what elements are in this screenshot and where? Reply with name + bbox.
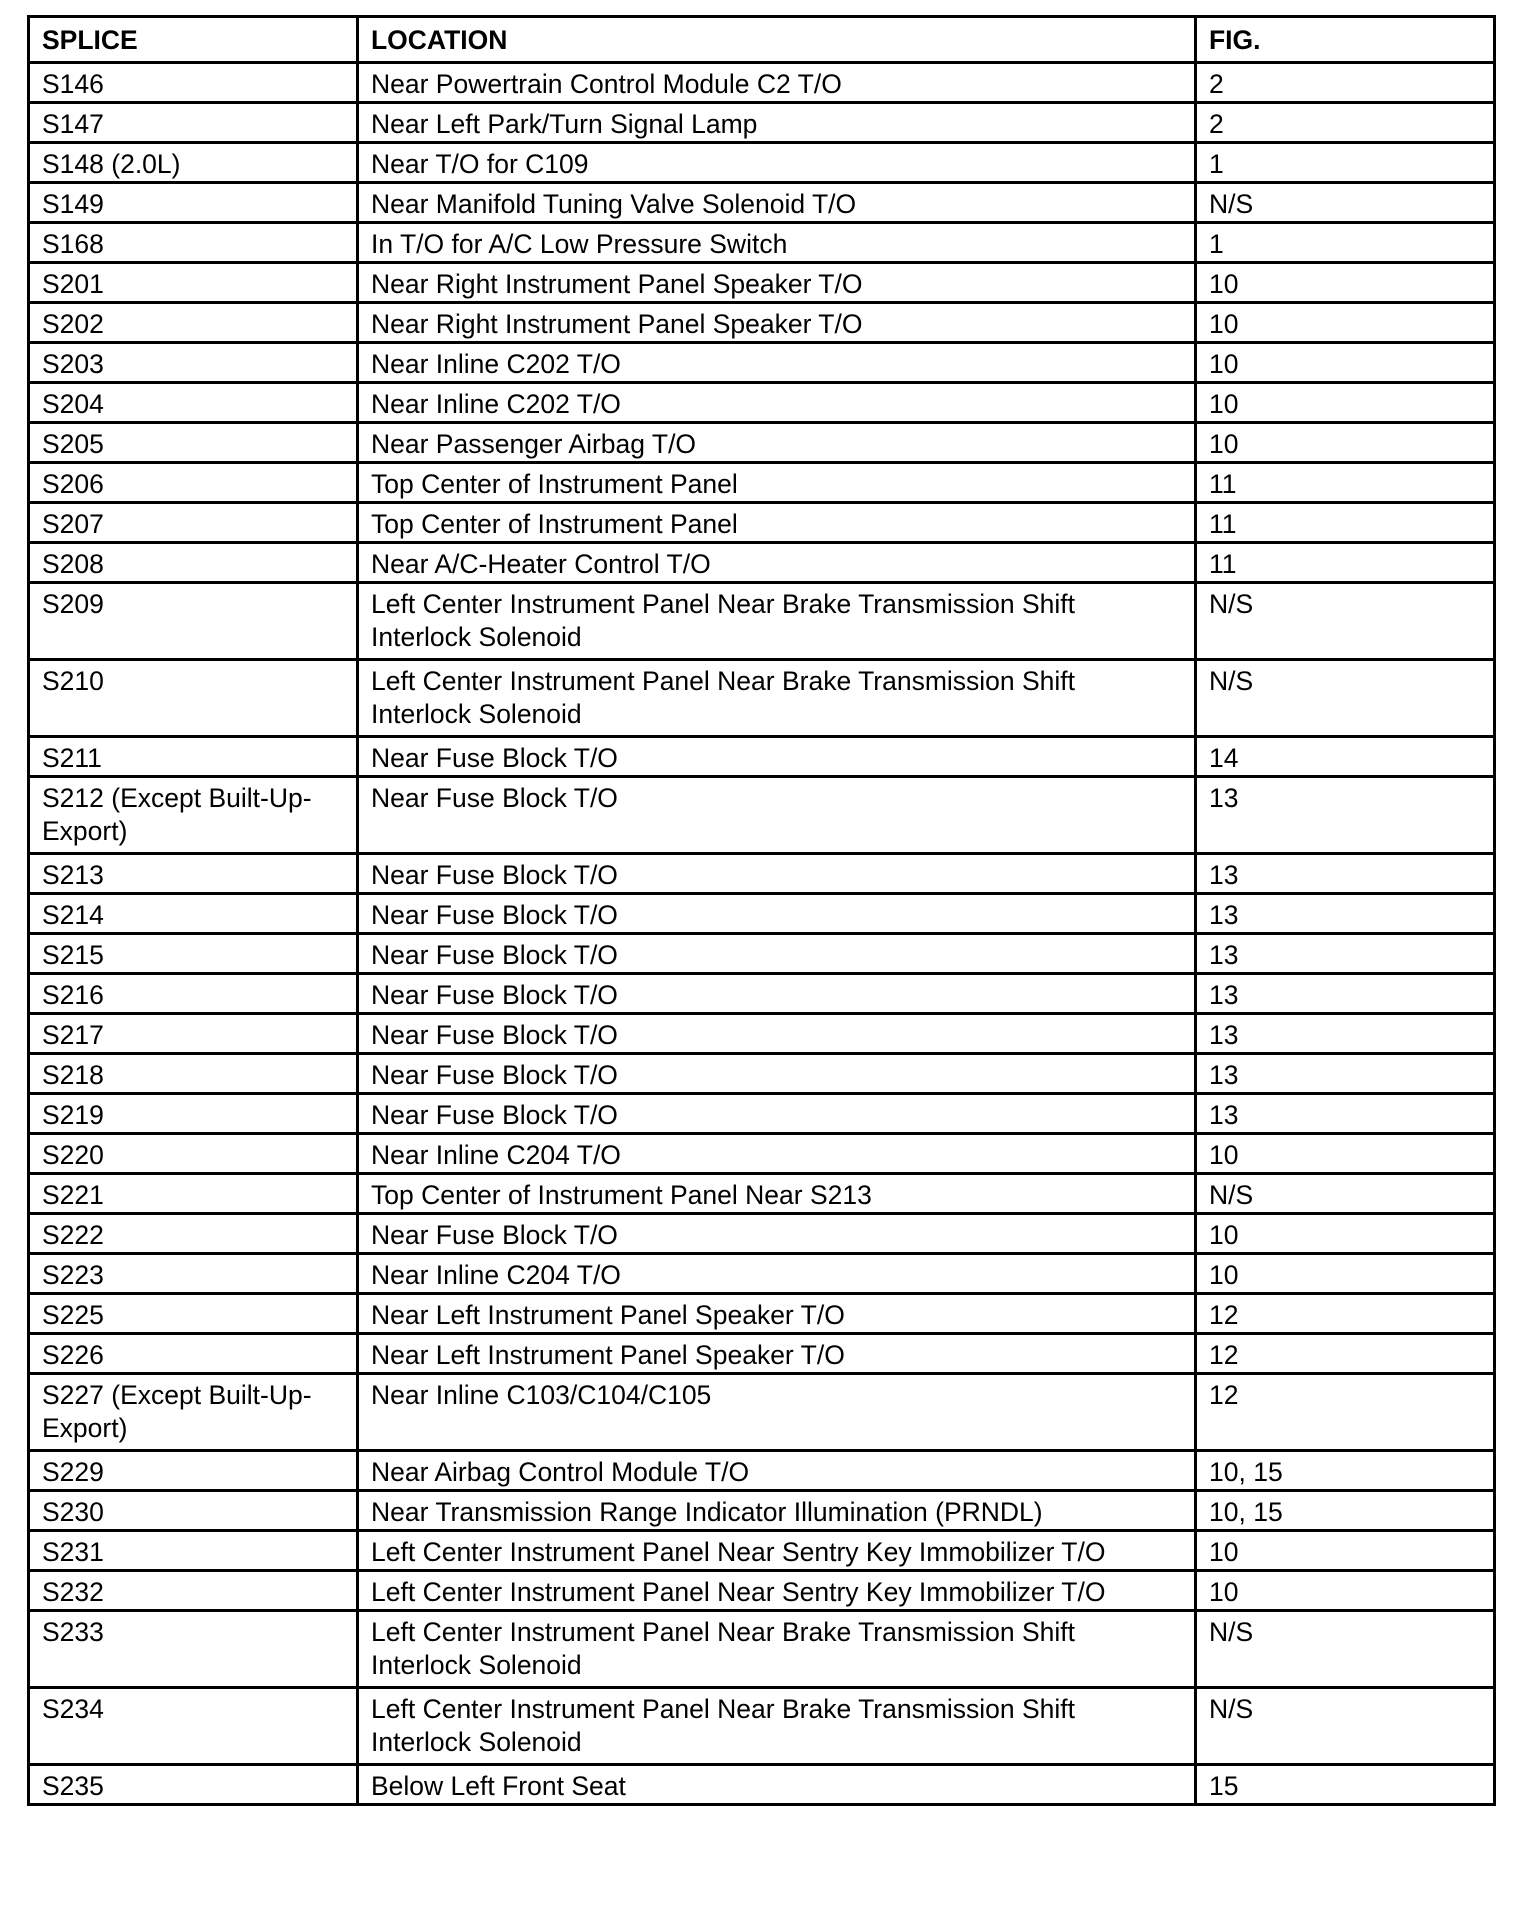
splice-cell: S203	[29, 343, 358, 383]
fig-cell: 2	[1196, 103, 1495, 143]
splice-cell: S233	[29, 1611, 358, 1688]
fig-cell: N/S	[1196, 183, 1495, 223]
table-row	[29, 1374, 1495, 1451]
table-row	[29, 1334, 1495, 1374]
table-row	[29, 1094, 1495, 1134]
table-row	[29, 463, 1495, 503]
table-row	[29, 63, 1495, 103]
splice-cell: S210	[29, 660, 358, 737]
table-row	[29, 423, 1495, 463]
table-row	[29, 383, 1495, 423]
splice-cell: S217	[29, 1014, 358, 1054]
fig-cell: 10	[1196, 423, 1495, 463]
header-splice: SPLICE	[29, 17, 358, 63]
location-cell: Near Inline C204 T/O	[358, 1254, 1196, 1294]
splice-cell: S235	[29, 1765, 358, 1805]
location-cell: Near Inline C103/C104/C105	[358, 1374, 1196, 1451]
splice-cell: S216	[29, 974, 358, 1014]
location-cell: Top Center of Instrument Panel	[358, 463, 1196, 503]
location-cell: Near Passenger Airbag T/O	[358, 423, 1196, 463]
fig-cell: 13	[1196, 894, 1495, 934]
splice-cell: S227 (Except Built-Up-Export)	[29, 1374, 358, 1451]
location-cell: Near A/C-Heater Control T/O	[358, 543, 1196, 583]
splice-cell: S222	[29, 1214, 358, 1254]
fig-cell: 1	[1196, 223, 1495, 263]
splice-cell: S206	[29, 463, 358, 503]
location-cell: Near Inline C202 T/O	[358, 343, 1196, 383]
splice-cell: S205	[29, 423, 358, 463]
location-cell: Top Center of Instrument Panel	[358, 503, 1196, 543]
splice-cell: S229	[29, 1451, 358, 1491]
splice-cell: S226	[29, 1334, 358, 1374]
table-row	[29, 543, 1495, 583]
location-cell: Near Inline C204 T/O	[358, 1134, 1196, 1174]
fig-cell: 12	[1196, 1334, 1495, 1374]
table-row	[29, 1571, 1495, 1611]
fig-cell: 11	[1196, 463, 1495, 503]
table-row	[29, 854, 1495, 894]
fig-cell: 10	[1196, 343, 1495, 383]
splice-cell: S231	[29, 1531, 358, 1571]
table-row	[29, 1014, 1495, 1054]
location-cell: Near Fuse Block T/O	[358, 1014, 1196, 1054]
fig-cell: 10	[1196, 1531, 1495, 1571]
table-row	[29, 183, 1495, 223]
location-cell: Left Center Instrument Panel Near Brake Transmission Shift Interlock Solenoid	[358, 583, 1196, 660]
table-row	[29, 223, 1495, 263]
header-fig: FIG.	[1196, 17, 1495, 63]
location-cell: Left Center Instrument Panel Near Brake Transmission Shift Interlock Solenoid	[358, 660, 1196, 737]
table-row	[29, 1294, 1495, 1334]
fig-cell: 13	[1196, 1054, 1495, 1094]
splice-cell: S201	[29, 263, 358, 303]
fig-cell: 15	[1196, 1765, 1495, 1805]
fig-cell: 12	[1196, 1374, 1495, 1451]
table-row	[29, 894, 1495, 934]
location-cell: Near Fuse Block T/O	[358, 1054, 1196, 1094]
table-row	[29, 1174, 1495, 1214]
splice-cell: S212 (Except Built-Up-Export)	[29, 777, 358, 854]
fig-cell: 2	[1196, 63, 1495, 103]
splice-cell: S213	[29, 854, 358, 894]
fig-cell: 12	[1196, 1294, 1495, 1334]
location-cell: Near Right Instrument Panel Speaker T/O	[358, 303, 1196, 343]
location-cell: Left Center Instrument Panel Near Sentry Key Immobilizer T/O	[358, 1531, 1196, 1571]
table-row	[29, 1491, 1495, 1531]
fig-cell: N/S	[1196, 660, 1495, 737]
splice-location-table	[27, 15, 1496, 1806]
splice-cell: S220	[29, 1134, 358, 1174]
fig-cell: 10	[1196, 263, 1495, 303]
location-cell: Near Fuse Block T/O	[358, 777, 1196, 854]
table-row	[29, 1611, 1495, 1688]
fig-cell: 13	[1196, 1014, 1495, 1054]
location-cell: Near Fuse Block T/O	[358, 974, 1196, 1014]
location-cell: Below Left Front Seat	[358, 1765, 1196, 1805]
location-cell: Near Airbag Control Module T/O	[358, 1451, 1196, 1491]
table-row	[29, 777, 1495, 854]
table-row	[29, 1531, 1495, 1571]
fig-cell: 10, 15	[1196, 1491, 1495, 1531]
fig-cell: N/S	[1196, 583, 1495, 660]
table-row	[29, 1254, 1495, 1294]
splice-cell: S218	[29, 1054, 358, 1094]
location-cell: In T/O for A/C Low Pressure Switch	[358, 223, 1196, 263]
table-row	[29, 1765, 1495, 1805]
table-row	[29, 503, 1495, 543]
location-cell: Near Fuse Block T/O	[358, 737, 1196, 777]
fig-cell: 13	[1196, 934, 1495, 974]
location-cell: Near Left Instrument Panel Speaker T/O	[358, 1294, 1196, 1334]
splice-cell: S148 (2.0L)	[29, 143, 358, 183]
location-cell: Left Center Instrument Panel Near Brake Transmission Shift Interlock Solenoid	[358, 1688, 1196, 1765]
header-location: LOCATION	[358, 17, 1196, 63]
location-cell: Near T/O for C109	[358, 143, 1196, 183]
table-row	[29, 934, 1495, 974]
fig-cell: 10	[1196, 1134, 1495, 1174]
table-header-row	[29, 17, 1495, 63]
fig-cell: 1	[1196, 143, 1495, 183]
splice-cell: S168	[29, 223, 358, 263]
splice-cell: S225	[29, 1294, 358, 1334]
location-cell: Near Fuse Block T/O	[358, 1214, 1196, 1254]
table-row	[29, 263, 1495, 303]
splice-cell: S147	[29, 103, 358, 143]
splice-cell: S202	[29, 303, 358, 343]
location-cell: Near Transmission Range Indicator Illumination (PRNDL)	[358, 1491, 1196, 1531]
location-cell: Near Manifold Tuning Valve Solenoid T/O	[358, 183, 1196, 223]
splice-cell: S211	[29, 737, 358, 777]
table-row	[29, 303, 1495, 343]
location-cell: Near Inline C202 T/O	[358, 383, 1196, 423]
fig-cell: 10	[1196, 1571, 1495, 1611]
fig-cell: 10	[1196, 383, 1495, 423]
fig-cell: 10	[1196, 303, 1495, 343]
table-row	[29, 737, 1495, 777]
location-cell: Near Fuse Block T/O	[358, 934, 1196, 974]
fig-cell: N/S	[1196, 1688, 1495, 1765]
location-cell: Top Center of Instrument Panel Near S213	[358, 1174, 1196, 1214]
fig-cell: 13	[1196, 854, 1495, 894]
splice-cell: S223	[29, 1254, 358, 1294]
table-row	[29, 1451, 1495, 1491]
splice-cell: S146	[29, 63, 358, 103]
splice-cell: S232	[29, 1571, 358, 1611]
fig-cell: N/S	[1196, 1611, 1495, 1688]
fig-cell: 13	[1196, 1094, 1495, 1134]
location-cell: Left Center Instrument Panel Near Brake Transmission Shift Interlock Solenoid	[358, 1611, 1196, 1688]
splice-cell: S215	[29, 934, 358, 974]
splice-cell: S209	[29, 583, 358, 660]
fig-cell: 13	[1196, 777, 1495, 854]
splice-cell: S204	[29, 383, 358, 423]
splice-cell: S208	[29, 543, 358, 583]
splice-cell: S234	[29, 1688, 358, 1765]
fig-cell: 10	[1196, 1214, 1495, 1254]
splice-cell: S214	[29, 894, 358, 934]
location-cell: Near Powertrain Control Module C2 T/O	[358, 63, 1196, 103]
splice-cell: S230	[29, 1491, 358, 1531]
splice-cell: S219	[29, 1094, 358, 1134]
fig-cell: N/S	[1196, 1174, 1495, 1214]
fig-cell: 14	[1196, 737, 1495, 777]
splice-cell: S221	[29, 1174, 358, 1214]
location-cell: Near Fuse Block T/O	[358, 1094, 1196, 1134]
location-cell: Left Center Instrument Panel Near Sentry Key Immobilizer T/O	[358, 1571, 1196, 1611]
table-row	[29, 103, 1495, 143]
location-cell: Near Fuse Block T/O	[358, 894, 1196, 934]
location-cell: Near Left Instrument Panel Speaker T/O	[358, 1334, 1196, 1374]
table-row	[29, 1688, 1495, 1765]
fig-cell: 11	[1196, 503, 1495, 543]
fig-cell: 10	[1196, 1254, 1495, 1294]
table-row	[29, 974, 1495, 1014]
location-cell: Near Left Park/Turn Signal Lamp	[358, 103, 1196, 143]
table-row	[29, 343, 1495, 383]
fig-cell: 10, 15	[1196, 1451, 1495, 1491]
table-row	[29, 1054, 1495, 1094]
table-row	[29, 660, 1495, 737]
table-row	[29, 1134, 1495, 1174]
fig-cell: 13	[1196, 974, 1495, 1014]
fig-cell: 11	[1196, 543, 1495, 583]
table-row	[29, 583, 1495, 660]
location-cell: Near Fuse Block T/O	[358, 854, 1196, 894]
splice-cell: S149	[29, 183, 358, 223]
location-cell: Near Right Instrument Panel Speaker T/O	[358, 263, 1196, 303]
table-row	[29, 143, 1495, 183]
splice-cell: S207	[29, 503, 358, 543]
table-row	[29, 1214, 1495, 1254]
